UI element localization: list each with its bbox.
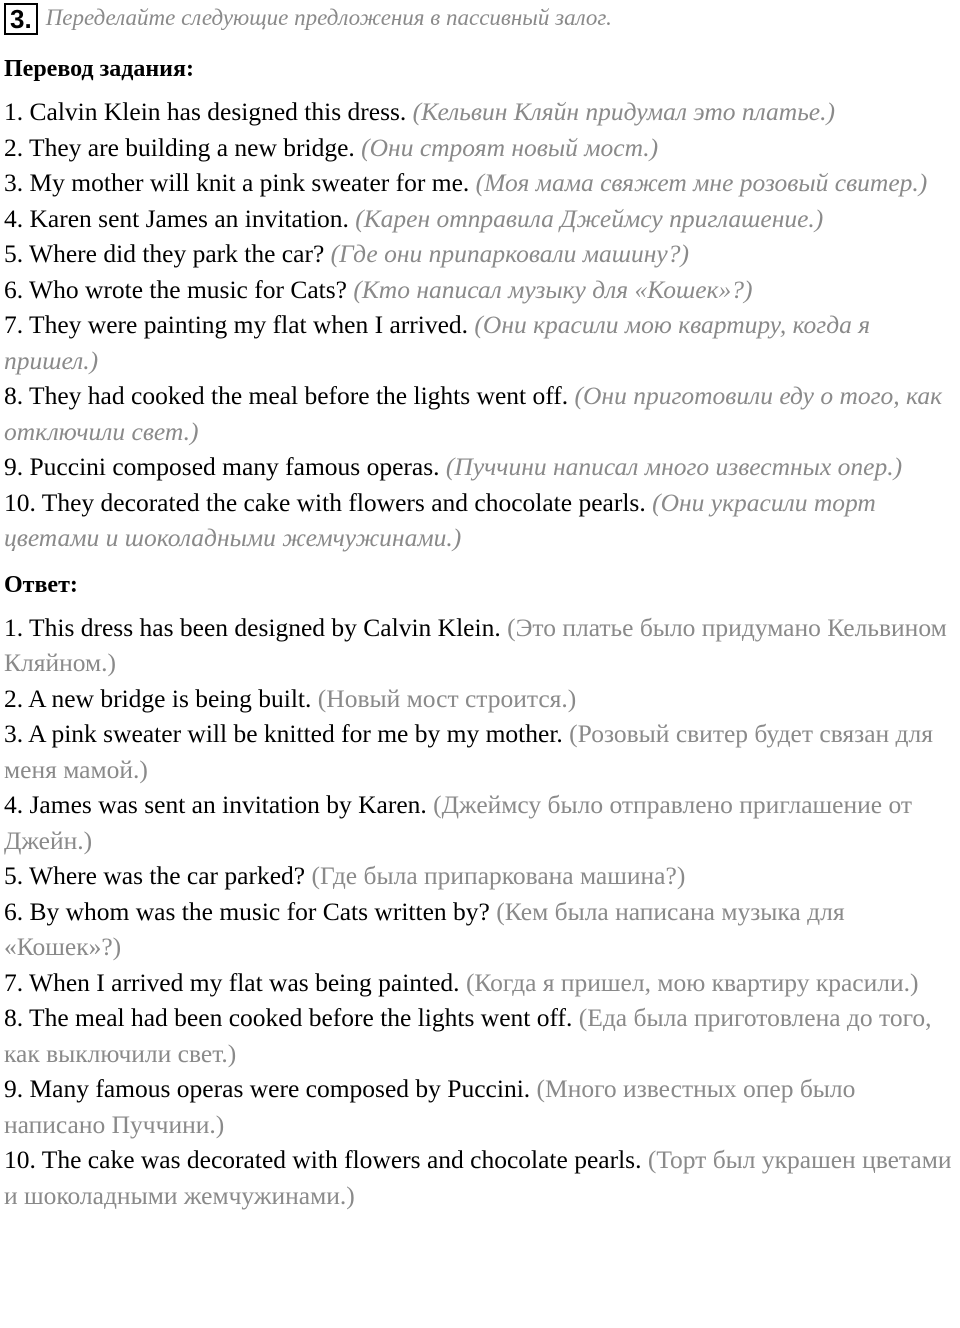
translation-item xyxy=(4,201,960,237)
translation-item xyxy=(4,94,960,130)
answer-item xyxy=(4,1142,960,1213)
english-answer: 2. A new bridge is being built. xyxy=(4,683,312,713)
task-number-badge: 3. xyxy=(4,3,38,35)
answer-item xyxy=(4,965,960,1001)
russian-translation: (Они строят новый мост.) xyxy=(361,132,659,162)
english-sentence: 2. They are building a new bridge. xyxy=(4,132,355,162)
russian-translation: (Они красили мою квартиру, когда я пришел.) xyxy=(4,310,871,375)
translation-list xyxy=(4,94,960,556)
english-answer: 7. When I arrived my flat was being painted. xyxy=(4,967,460,997)
russian-translation: (Моя мама свяжет мне розовый свитер.) xyxy=(475,168,928,197)
english-answer: 9. Many famous operas were composed by Puccini. xyxy=(4,1074,531,1103)
english-sentence: 8. They had cooked the meal before the lights went off. xyxy=(4,381,569,410)
task-instruction: Переделайте следующие предложения в пассивный залог. xyxy=(45,5,612,30)
translation-section-title: Перевод задания: xyxy=(4,56,194,82)
russian-translation: (Пуччини написал много известных опер.) xyxy=(445,452,903,481)
answer-item xyxy=(4,681,960,717)
english-answer: 5. Where was the car parked? xyxy=(4,861,306,890)
english-sentence: 5. Where did they park the car? xyxy=(4,239,325,268)
answer-list xyxy=(4,610,960,1214)
translation-item xyxy=(4,236,960,272)
answer-section-title: Ответ: xyxy=(4,571,78,598)
translation-item xyxy=(4,449,960,485)
english-answer: 3. A pink sweater will be knitted for me by my mother. xyxy=(4,719,563,748)
english-answer: 8. The meal had been cooked before the lights went off. xyxy=(4,1003,573,1032)
answer-item xyxy=(4,1000,960,1071)
translation-item xyxy=(4,272,960,308)
english-answer: 10. The cake was decorated with flowers and chocolate pearls. xyxy=(4,1145,642,1174)
russian-answer-translation: (Когда я пришел, мою квартиру красили.) xyxy=(465,967,919,997)
russian-answer-translation: (Где была припаркована машина?) xyxy=(311,861,686,890)
translation-item xyxy=(4,130,960,166)
english-answer: 6. By whom was the music for Cats written by? xyxy=(4,896,490,926)
answer-item xyxy=(4,858,960,894)
english-sentence: 7. They were painting my flat when I arrived. xyxy=(4,310,469,339)
russian-translation: (Они украсили торт цветами и шоколадными жемчужинами.) xyxy=(4,487,876,552)
russian-translation: (Кто написал музыку для «Кошек»?) xyxy=(353,274,753,304)
russian-answer-translation: (Еда была приготовлена до того, как выключили свет.) xyxy=(4,1003,932,1068)
russian-answer-translation: (Это платье было придумано Кельвином Кляйном.) xyxy=(4,612,947,677)
english-answer: 1. This dress has been designed by Calvin Klein. xyxy=(4,612,501,642)
russian-answer-translation: (Много известных опер было написано Пуччини.) xyxy=(4,1074,856,1139)
english-sentence: 9. Puccini composed many famous operas. xyxy=(4,452,440,481)
english-sentence: 1. Calvin Klein has designed this dress. xyxy=(4,97,407,126)
english-answer: 4. James was sent an invitation by Karen. xyxy=(4,790,427,819)
answer-item xyxy=(4,610,960,681)
english-sentence: 3. My mother will knit a pink sweater for me. xyxy=(4,168,470,197)
answer-item xyxy=(4,787,960,858)
russian-answer-translation: (Новый мост строится.) xyxy=(317,683,577,713)
russian-answer-translation: (Розовый свитер будет связан для меня мамой.) xyxy=(4,719,933,784)
translation-item xyxy=(4,165,960,201)
translation-item xyxy=(4,378,960,449)
russian-answer-translation: (Торт был украшен цветами и шоколадными жемчужинами.) xyxy=(4,1145,952,1210)
russian-translation: (Они приготовили еду о того, как отключили свет.) xyxy=(4,381,943,446)
translation-item xyxy=(4,307,960,378)
russian-translation: (Кельвин Кляйн придумал это платье.) xyxy=(412,97,835,126)
russian-translation: (Где они припарковали машину?) xyxy=(330,239,689,268)
russian-answer-translation: (Кем была написана музыка для «Кошек»?) xyxy=(4,896,845,961)
answer-item xyxy=(4,1071,960,1142)
translation-item xyxy=(4,485,960,556)
answer-item xyxy=(4,894,960,965)
english-sentence: 4. Karen sent James an invitation. xyxy=(4,203,349,233)
russian-translation: (Карен отправила Джеймсу приглашение.) xyxy=(355,203,824,233)
answer-item xyxy=(4,716,960,787)
english-sentence: 10. They decorated the cake with flowers and chocolate pearls. xyxy=(4,487,646,517)
exercise-page xyxy=(4,0,960,1213)
russian-answer-translation: (Джеймсу было отправлено приглашение от Джейн.) xyxy=(4,790,913,855)
english-sentence: 6. Who wrote the music for Cats? xyxy=(4,274,347,304)
task-header xyxy=(4,0,960,36)
